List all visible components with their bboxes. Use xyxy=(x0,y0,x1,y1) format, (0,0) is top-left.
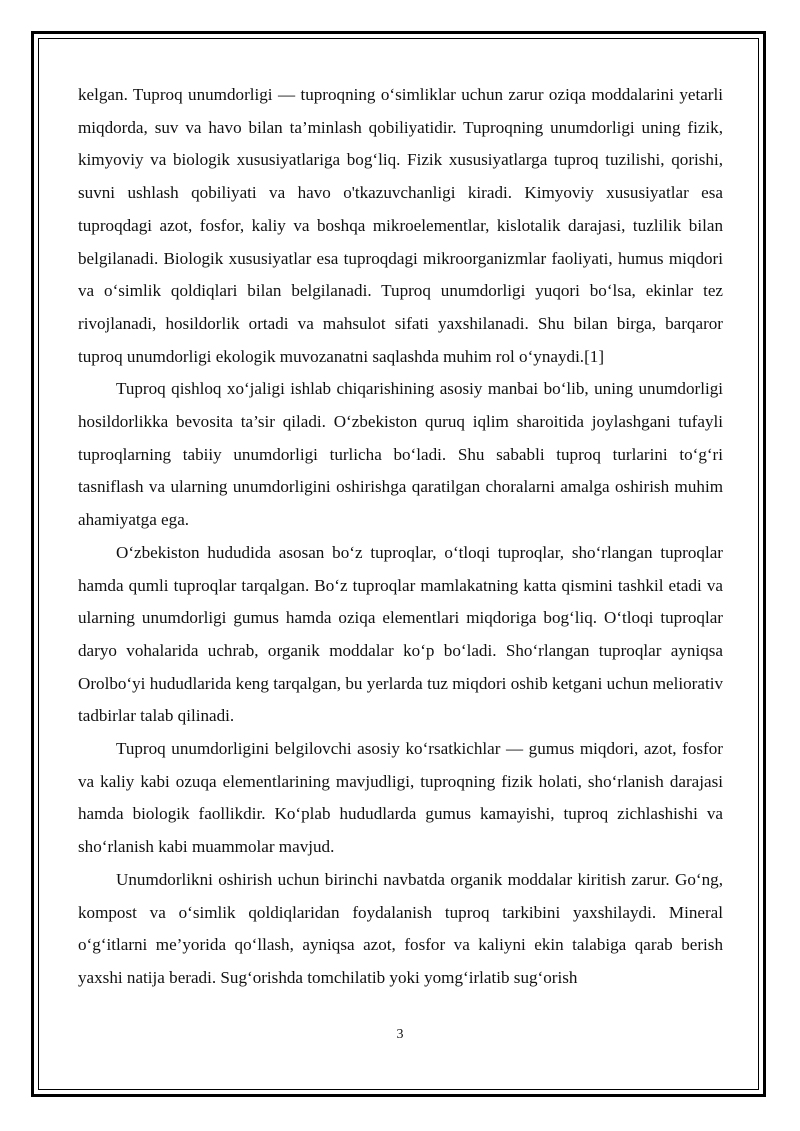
paragraph-indicators: Tuproq unumdorligini belgilovchi asosiy ko‘rsatkichlar — gumus miqdori, azot, fosfor va kaliy kabi ozuqa elementlarining mavjudligi, tuproqning fizik holati, sho‘rlanish darajasi hamda biologik faollikdir. Ko‘plab hududlarda gumus kamayishi, tuproq zichlashishi va sho‘rlanish kabi muammolar mavjud. xyxy=(78,739,723,857)
paragraph-soil-types: O‘zbekiston hududida asosan bo‘z tuproqlar, o‘tloqi tuproqlar, sho‘rlangan tuproqlar hamda qumli tuproqlar tarqalgan. Bo‘z tuproqlar mamlakatning katta qismini tashkil etadi va ularning unumdorligi gumus hamda oziqa elementlari miqdoriga bog‘liq. O‘tloqi tuproqlar daryo vohalarida uchrab, organik moddalar ko‘p bo‘ladi. Sho‘rlangan tuproqlar ayniqsa Orolbo‘yi hududlarida keng tarqalgan, bu yerlarda tuz miqdori oshib ketgani uchun meliorativ tadbirlar talab qilinadi. xyxy=(78,542,723,726)
paragraph-improvement: Unumdorlikni oshirish uchun birinchi navbatda organik moddalar kiritish zarur. Go‘ng, kompost va o‘simlik qoldiqlaridan foydalanish tuproq tarkibini yaxshilaydi. Mineral o‘g‘itlarni me’yorida qo‘llash, ayniqsa azot, fosfor va kaliyni ekin talabiga qarab berish yaxshi natija beradi. Sug‘orishda tomchilatib yoki yomg‘irlatib sug‘orish xyxy=(78,869,723,987)
document-body xyxy=(78,79,723,995)
page-number: 3 xyxy=(396,1027,404,1042)
paragraph-soil-productivity: Tuproq qishloq xo‘jaligi ishlab chiqarishining asosiy manbai bo‘lib, uning unumdorligi hosildorlikka bevosita ta’sir qiladi. O‘zbekiston quruq iqlim sharoitida joylashgani tufayli tuproqlarning tabiiy unumdorligi turlicha bo‘ladi. Shu sababli tuproq turlarini to‘g‘ri tasniflash va ularning unumdorligini oshirishga qaratilgan choralarni amalga oshirish muhim ahamiyatga ega. xyxy=(78,379,723,530)
paragraph-continuation: kelgan. Tuproq unumdorligi — tuproqning o‘simliklar uchun zarur oziqa moddalarini yetarli miqdorda, suv va havo bilan ta’minlash qobiliyatidir. Tuproqning unumdorligi uning fizik, kimyoviy va biologik xususiyatlariga bog‘liq. Fizik xususiyatlarga tuproq tuzilishi, qorishi, suvni ushlash qobiliyati va havo o'tkazuvchanligi kiradi. Kimyoviy xususiyatlar esa tuproqdagi azot, fosfor, kaliy va boshqa mikroelementlar, kislotalik darajasi, tuzlilik bilan belgilanadi. Biologik xususiyatlar esa tuproqdagi mikroorganizmlar faoliyati, humus miqdori va o‘simlik qoldiqlari bilan belgilanadi. Tuproq unumdorligi yuqori bo‘lsa, ekinlar tez rivojlanadi, hosildorlik ortadi va mahsulot sifati yaxshilanadi. Shu bilan birga, barqaror tuproq unumdorligi ekologik muvozanatni saqlashda muhim rol o‘ynaydi.[1] xyxy=(78,85,723,366)
